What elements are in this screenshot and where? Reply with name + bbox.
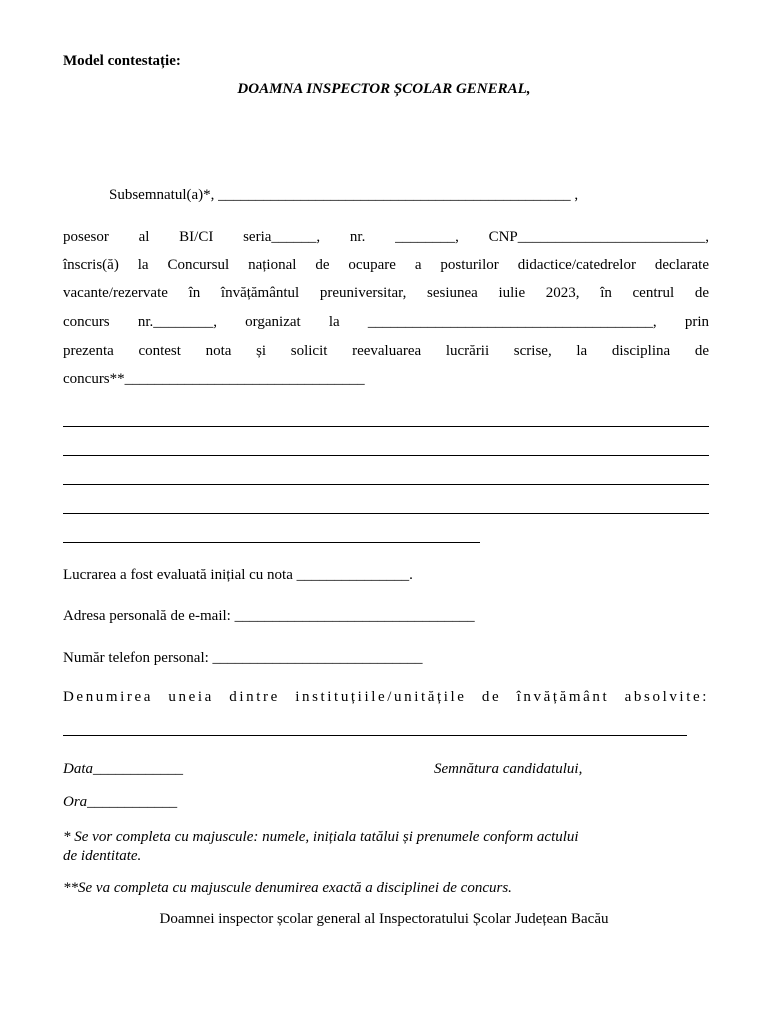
para-line-1: Subsemnatul(a)*, _______________________________________________ ,: [109, 187, 579, 203]
institution-line: Denumirea uneia dintre instituțiile/unitățile de învățământ absolvite:: [63, 689, 709, 705]
addressee: DOAMNA INSPECTOR ȘCOLAR GENERAL,: [237, 81, 531, 97]
note-2: **Se va completa cu majuscule denumirea exactă a disciplinei de concurs.: [63, 880, 512, 896]
para-line-6: prezenta contest nota și solicit reevaluarea lucrării scrise, la disciplina de: [63, 343, 709, 359]
date-field: Data____________: [63, 761, 183, 777]
para-line-7: concurs**________________________________: [63, 371, 365, 387]
signature-label: Semnătura candidatului,: [434, 761, 583, 777]
note-1-line-2: de identitate.: [63, 848, 142, 864]
para-line-5: concurs nr.________, organizat la ______________________________________, prin: [63, 314, 709, 330]
note-1-line-1: * Se vor completa cu majuscule: numele, inițiala tatălui și prenumele conform actului: [63, 829, 579, 845]
time-field: Ora____________: [63, 794, 178, 810]
para-line-2: posesor al BI/CI seria______, nr. ________, CNP_________________________,: [63, 229, 709, 245]
blank-line: [63, 542, 480, 543]
footer: Doamnei inspector școlar general al Inspectoratului Școlar Județean Bacău: [159, 911, 609, 927]
blank-line: [63, 735, 687, 736]
email-line: Adresa personală de e-mail: ________________________________: [63, 608, 475, 624]
blank-line: [63, 484, 709, 485]
para-line-4: vacante/rezervate în învățământul preuniversitar, sesiunea iulie 2023, în centrul de: [63, 285, 709, 301]
blank-line: [63, 455, 709, 456]
blank-line: [63, 426, 709, 427]
para-line-3: înscris(ă) la Concursul național de ocupare a posturilor didactice/catedrelor declarate: [63, 257, 709, 273]
blank-line: [63, 513, 709, 514]
phone-line: Număr telefon personal: ____________________________: [63, 650, 423, 666]
form-heading: Model contestație:: [63, 53, 181, 69]
grade-line: Lucrarea a fost evaluată inițial cu nota _______________.: [63, 567, 413, 583]
